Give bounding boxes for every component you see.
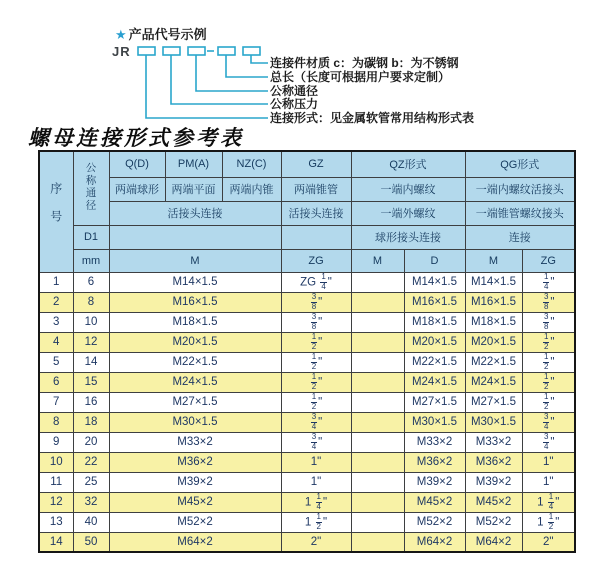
diagram-heading-text: 产品代号示例	[128, 27, 207, 42]
cell-qz-m	[351, 512, 404, 532]
header-qg-m: M	[465, 249, 522, 272]
table-row	[39, 272, 575, 292]
cell-m: M39×2	[109, 472, 281, 492]
cell-qz-d: M24×1.5	[404, 372, 465, 392]
cell-mm: 40	[73, 512, 109, 532]
header-qg-conn: 连接	[465, 225, 575, 249]
cell-m: M24×1.5	[109, 372, 281, 392]
cell-qg-m: M33×2	[465, 432, 522, 452]
cell-mm: 50	[73, 532, 109, 552]
header-col-nzc: NZ(C)	[222, 151, 281, 177]
fraction: $\frac{1}{2}$	[543, 352, 549, 371]
fraction: $\frac{1}{4}$	[543, 272, 549, 291]
header-row-5	[39, 249, 575, 272]
fraction: $\frac{3}{8}$	[311, 312, 317, 331]
cell-qz-m	[351, 352, 404, 372]
fraction: $\frac{1}{2}$	[543, 332, 549, 351]
cell-qz-d: M22×1.5	[404, 352, 465, 372]
cell-seq: 12	[39, 492, 73, 512]
cell-qz-m	[351, 412, 404, 432]
cell-qg-zg: 1 $\frac{1}{2}$ "	[522, 512, 575, 532]
label-connection-form: 连接形式：见金属软管常用结构形式表	[270, 111, 475, 125]
fraction: $\frac{1}{2}$	[311, 372, 317, 391]
header-dn	[73, 151, 109, 225]
cell-mm: 15	[73, 372, 109, 392]
cell-mm: 22	[73, 452, 109, 472]
header-qz-m: M	[351, 249, 404, 272]
cell-qg-m: M39×2	[465, 472, 522, 492]
header-col-qz: QZ形式	[351, 151, 465, 177]
cell-qz-d: M39×2	[404, 472, 465, 492]
header-gz-desc: 两端锥管	[281, 177, 351, 201]
header-qz-d: D	[404, 249, 465, 272]
table-row	[39, 332, 575, 352]
cell-seq: 7	[39, 392, 73, 412]
fraction: $\frac{1}{2}$	[543, 392, 549, 411]
cell-gz-zg: $\frac{1}{2}$ "	[281, 352, 351, 372]
cell-gz-zg: 1 $\frac{1}{2}$ "	[281, 512, 351, 532]
cell-mm: 6	[73, 272, 109, 292]
header-nzc-desc: 两端内锥	[222, 177, 281, 201]
cell-qg-m: M18×1.5	[465, 312, 522, 332]
cell-m: M16×1.5	[109, 292, 281, 312]
cell-qz-d: M20×1.5	[404, 332, 465, 352]
star-icon: ★	[115, 27, 127, 42]
header-zg: ZG	[281, 249, 351, 272]
cell-qz-m	[351, 472, 404, 492]
fraction: $\frac{1}{4}$	[316, 492, 321, 511]
cell-qz-d: M16×1.5	[404, 292, 465, 312]
cell-qz-m	[351, 292, 404, 312]
cell-m: M36×2	[109, 452, 281, 472]
table-row	[39, 432, 575, 452]
cell-qg-m: M16×1.5	[465, 292, 522, 312]
cell-qz-m	[351, 312, 404, 332]
header-dn-text: 公称通径	[84, 161, 97, 212]
cell-seq: 14	[39, 532, 73, 552]
cell-qz-m	[351, 392, 404, 412]
cell-seq: 6	[39, 372, 73, 392]
cell-qg-zg: 2"	[522, 532, 575, 552]
table-row	[39, 532, 575, 552]
cell-qg-zg: $\frac{3}{8}$ "	[522, 292, 575, 312]
cell-qg-zg: $\frac{1}{4}$ "	[522, 272, 575, 292]
cell-mm: 12	[73, 332, 109, 352]
table-row	[39, 292, 575, 312]
cell-qz-m	[351, 372, 404, 392]
header-qz-conn: 球形接头连接	[351, 225, 465, 249]
cell-seq: 4	[39, 332, 73, 352]
fraction: $\frac{1}{2}$	[548, 512, 554, 531]
cell-qg-m: M22×1.5	[465, 352, 522, 372]
cell-mm: 14	[73, 352, 109, 372]
header-m: M	[109, 249, 281, 272]
cell-m: M30×1.5	[109, 412, 281, 432]
cell-seq: 2	[39, 292, 73, 312]
cell-gz-zg: 2"	[281, 532, 351, 552]
callout-line-form	[146, 55, 268, 118]
cell-qz-d: M33×2	[404, 432, 465, 452]
header-seq-text: 序号	[48, 182, 63, 239]
cell-mm: 18	[73, 412, 109, 432]
cell-mm: 20	[73, 432, 109, 452]
callout-line-length	[226, 55, 268, 77]
cell-mm: 16	[73, 392, 109, 412]
cell-qz-d: M27×1.5	[404, 392, 465, 412]
fraction: $\frac{3}{8}$	[543, 292, 549, 311]
cell-qg-m: M45×2	[465, 492, 522, 512]
header-seq	[39, 151, 73, 272]
header-qg-zg: ZG	[522, 249, 575, 272]
label-nominal-pressure: 公称压力	[270, 97, 319, 111]
header-gz-conn: 活接头连接	[281, 201, 351, 225]
header-qz-desc2: 一端外螺纹	[351, 201, 465, 225]
table-row	[39, 372, 575, 392]
label-nominal-diameter: 公称通径	[270, 84, 319, 98]
cell-qg-m: M64×2	[465, 532, 522, 552]
cell-qg-zg: $\frac{3}{4}$ "	[522, 432, 575, 452]
header-qz-desc1: 一端内螺纹	[351, 177, 465, 201]
cell-qz-d: M30×1.5	[404, 412, 465, 432]
header-mm: mm	[73, 249, 109, 272]
fraction: $\frac{1}{2}$	[316, 512, 321, 531]
cell-qg-zg: $\frac{1}{2}$ "	[522, 332, 575, 352]
header-row-3	[39, 201, 575, 225]
cell-qz-m	[351, 432, 404, 452]
header-col-qd: Q(D)	[109, 151, 165, 177]
cell-qg-zg: 1 $\frac{1}{4}$ "	[522, 492, 575, 512]
fraction: $\frac{1}{2}$	[543, 372, 549, 391]
header-d1: D1	[73, 225, 109, 249]
cell-mm: 10	[73, 312, 109, 332]
fraction: $\frac{3}{8}$	[311, 292, 317, 311]
cell-gz-zg: $\frac{3}{4}$ "	[281, 432, 351, 452]
table-row	[39, 412, 575, 432]
cell-m: M33×2	[109, 432, 281, 452]
cell-mm: 32	[73, 492, 109, 512]
cell-qg-m: M24×1.5	[465, 372, 522, 392]
cell-qz-d: M36×2	[404, 452, 465, 472]
cell-gz-zg: $\frac{3}{4}$ "	[281, 412, 351, 432]
cell-m: M52×2	[109, 512, 281, 532]
cell-qg-zg: $\frac{1}{2}$ "	[522, 352, 575, 372]
cell-qg-zg: 1"	[522, 452, 575, 472]
cell-qz-m	[351, 492, 404, 512]
table-row	[39, 392, 575, 412]
cell-m: M20×1.5	[109, 332, 281, 352]
table-title: 螺母连接形式参考表	[28, 126, 244, 150]
cell-qz-m	[351, 332, 404, 352]
cell-gz-zg: $\frac{1}{2}$ "	[281, 392, 351, 412]
cell-qg-m: M30×1.5	[465, 412, 522, 432]
header-row-4	[39, 225, 575, 249]
callout-line-material	[251, 55, 268, 63]
header-col-gz: GZ	[281, 151, 351, 177]
code-box-3	[188, 47, 205, 55]
table-row	[39, 492, 575, 512]
cell-qz-d: M52×2	[404, 512, 465, 532]
cell-qz-m	[351, 532, 404, 552]
code-box-5	[243, 47, 260, 55]
header-row-1	[39, 151, 575, 177]
fraction: $\frac{3}{8}$	[543, 312, 549, 331]
table-wrap	[38, 150, 576, 553]
fraction: $\frac{1}{2}$	[311, 392, 317, 411]
cell-seq: 8	[39, 412, 73, 432]
cell-qz-m	[351, 272, 404, 292]
header-union-conn: 活接头连接	[109, 201, 281, 225]
header-pma-desc: 两端平面	[165, 177, 222, 201]
cell-m: M14×1.5	[109, 272, 281, 292]
product-code-prefix: JR	[112, 44, 131, 59]
cell-qz-d: M45×2	[404, 492, 465, 512]
cell-m: M64×2	[109, 532, 281, 552]
cell-seq: 3	[39, 312, 73, 332]
table-row	[39, 472, 575, 492]
table-body	[39, 272, 575, 552]
cell-seq: 5	[39, 352, 73, 372]
cell-qg-zg: $\frac{1}{2}$ "	[522, 392, 575, 412]
cell-gz-zg: $\frac{3}{8}$ "	[281, 292, 351, 312]
nut-connection-reference-table	[38, 150, 576, 553]
cell-qz-d: M18×1.5	[404, 312, 465, 332]
label-connector-material: 连接件材质 c：为碳钢 b：为不锈钢	[270, 56, 459, 70]
cell-m: M18×1.5	[109, 312, 281, 332]
fraction: $\frac{1}{2}$	[311, 352, 317, 371]
cell-m: M45×2	[109, 492, 281, 512]
fraction: $\frac{3}{4}$	[311, 432, 317, 451]
cell-qg-zg: $\frac{3}{8}$ "	[522, 312, 575, 332]
cell-seq: 1	[39, 272, 73, 292]
fraction: $\frac{1}{4}$	[548, 492, 554, 511]
header-qd-desc: 两端球形	[109, 177, 165, 201]
cell-qz-m	[351, 452, 404, 472]
cell-qg-zg: $\frac{3}{4}$ "	[522, 412, 575, 432]
table-row	[39, 452, 575, 472]
cell-seq: 10	[39, 452, 73, 472]
cell-seq: 11	[39, 472, 73, 492]
cell-seq: 9	[39, 432, 73, 452]
code-box-2	[163, 47, 180, 55]
fraction: $\frac{1}{4}$	[321, 272, 326, 291]
table-row	[39, 312, 575, 332]
cell-qz-d: M14×1.5	[404, 272, 465, 292]
fraction: $\frac{3}{4}$	[543, 432, 549, 451]
header-qg-desc1: 一端内螺纹活接头	[465, 177, 575, 201]
code-box-1	[138, 47, 155, 55]
cell-qg-zg: $\frac{1}{2}$ "	[522, 372, 575, 392]
callout-line-diameter	[196, 55, 268, 91]
fraction: $\frac{3}{4}$	[543, 412, 549, 431]
table-row	[39, 352, 575, 372]
cell-gz-zg: $\frac{1}{2}$ "	[281, 372, 351, 392]
cell-gz-zg: ZG $\frac{1}{4}$ "	[281, 272, 351, 292]
header-empty-m	[109, 225, 281, 249]
code-box-4	[218, 47, 235, 55]
cell-seq: 13	[39, 512, 73, 532]
label-total-length: 总长（长度可根据用户要求定制）	[270, 70, 451, 84]
cell-gz-zg: 1"	[281, 472, 351, 492]
cell-m: M22×1.5	[109, 352, 281, 372]
fraction: $\frac{3}{4}$	[311, 412, 317, 431]
cell-m: M27×1.5	[109, 392, 281, 412]
cell-qg-m: M27×1.5	[465, 392, 522, 412]
table-row	[39, 512, 575, 532]
header-empty-gz	[281, 225, 351, 249]
header-col-pma: PM(A)	[165, 151, 222, 177]
cell-gz-zg: $\frac{1}{2}$ "	[281, 332, 351, 352]
cell-qg-m: M52×2	[465, 512, 522, 532]
cell-qg-m: M20×1.5	[465, 332, 522, 352]
cell-qg-zg: 1"	[522, 472, 575, 492]
cell-mm: 8	[73, 292, 109, 312]
cell-qz-d: M64×2	[404, 532, 465, 552]
cell-gz-zg: $\frac{3}{8}$ "	[281, 312, 351, 332]
fraction: $\frac{1}{2}$	[311, 332, 317, 351]
cell-gz-zg: 1 $\frac{1}{4}$ "	[281, 492, 351, 512]
cell-gz-zg: 1"	[281, 452, 351, 472]
cell-qg-m: M36×2	[465, 452, 522, 472]
header-qg-desc2: 一端锥管螺纹接头	[465, 201, 575, 225]
header-row-2	[39, 177, 575, 201]
header-col-qg: QG形式	[465, 151, 575, 177]
cell-qg-m: M14×1.5	[465, 272, 522, 292]
cell-mm: 25	[73, 472, 109, 492]
